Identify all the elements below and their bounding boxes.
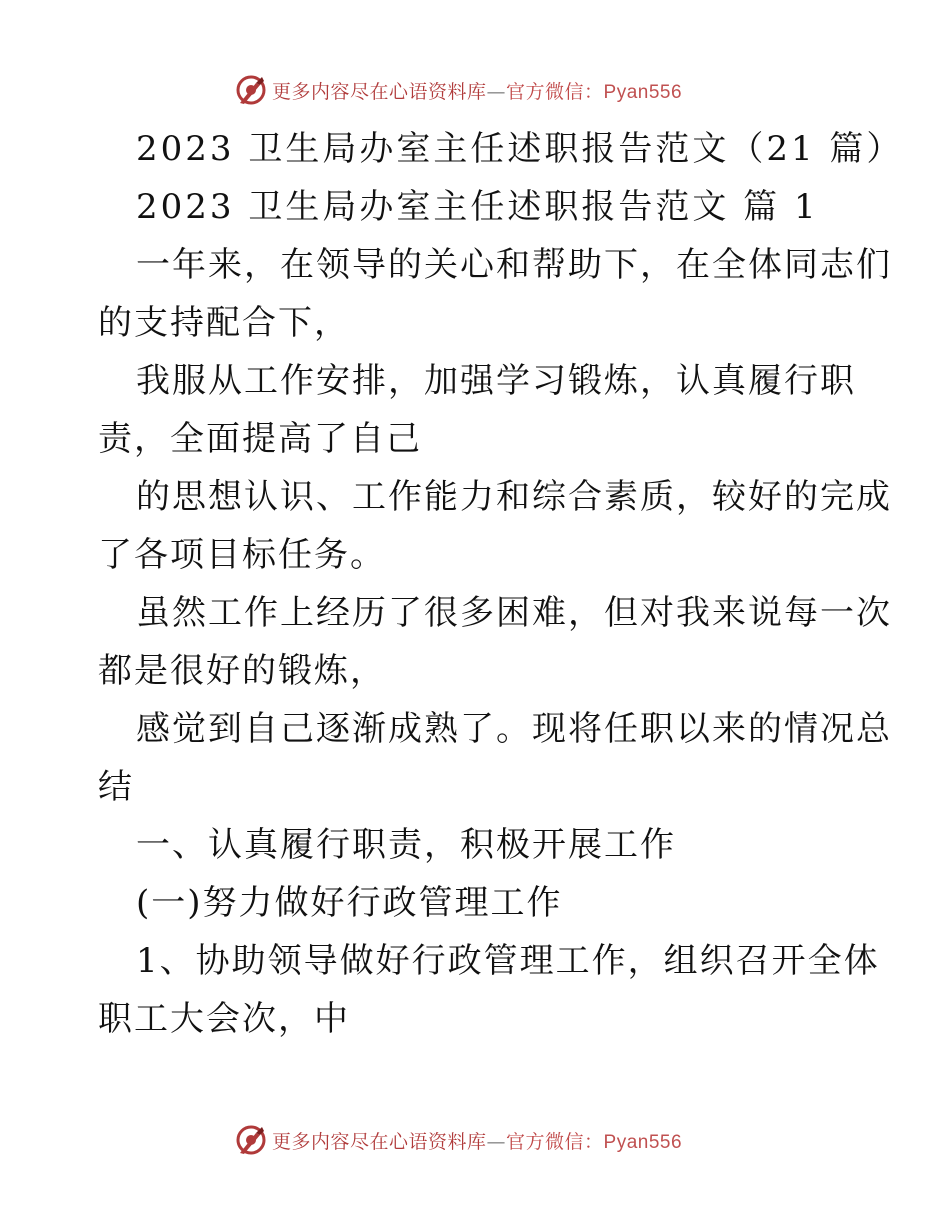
watermark-text: 更多内容尽在心语资料库—官方微信：Pyan556 — [272, 80, 683, 103]
watermark-text: 更多内容尽在心语资料库—官方微信：Pyan556 — [272, 1130, 683, 1153]
paragraph-line: 我服从工作安排，加强学习锻炼，认真履行职 — [136, 361, 856, 401]
pen-logo-icon — [234, 73, 268, 107]
document-title: 2023 卫生局办室主任述职报告范文（21 篇） — [136, 129, 904, 169]
pen-logo-icon — [234, 1123, 268, 1157]
paragraph-line: 一年来，在领导的关心和帮助下，在全体同志们 — [136, 245, 892, 285]
paragraph-line: 责，全面提高了自己 — [98, 419, 422, 459]
section-subheading: (一)努力做好行政管理工作 — [136, 883, 563, 923]
paragraph-line: 职工大会次，中 — [98, 999, 350, 1039]
footer-watermark — [234, 1122, 682, 1158]
header-watermark — [234, 72, 682, 108]
paragraph-line: 感觉到自己逐渐成熟了。现将任职以来的情况总 — [136, 709, 892, 749]
paragraph-line: 虽然工作上经历了很多困难，但对我来说每一次 — [136, 593, 892, 633]
paragraph-line: 都是很好的锻炼， — [98, 651, 386, 691]
document-body — [98, 120, 904, 1048]
section-heading: 2023 卫生局办室主任述职报告范文 篇 1 — [136, 187, 819, 227]
paragraph-line: 结 — [98, 767, 134, 807]
section-subheading: 一、认真履行职责，积极开展工作 — [136, 825, 676, 865]
paragraph-line: 了各项目标任务。 — [98, 535, 386, 575]
paragraph-line: 的思想认识、工作能力和综合素质，较好的完成 — [136, 477, 892, 517]
paragraph-line: 1、协助领导做好行政管理工作，组织召开全体 — [136, 941, 880, 981]
paragraph-line: 的支持配合下， — [98, 303, 350, 343]
